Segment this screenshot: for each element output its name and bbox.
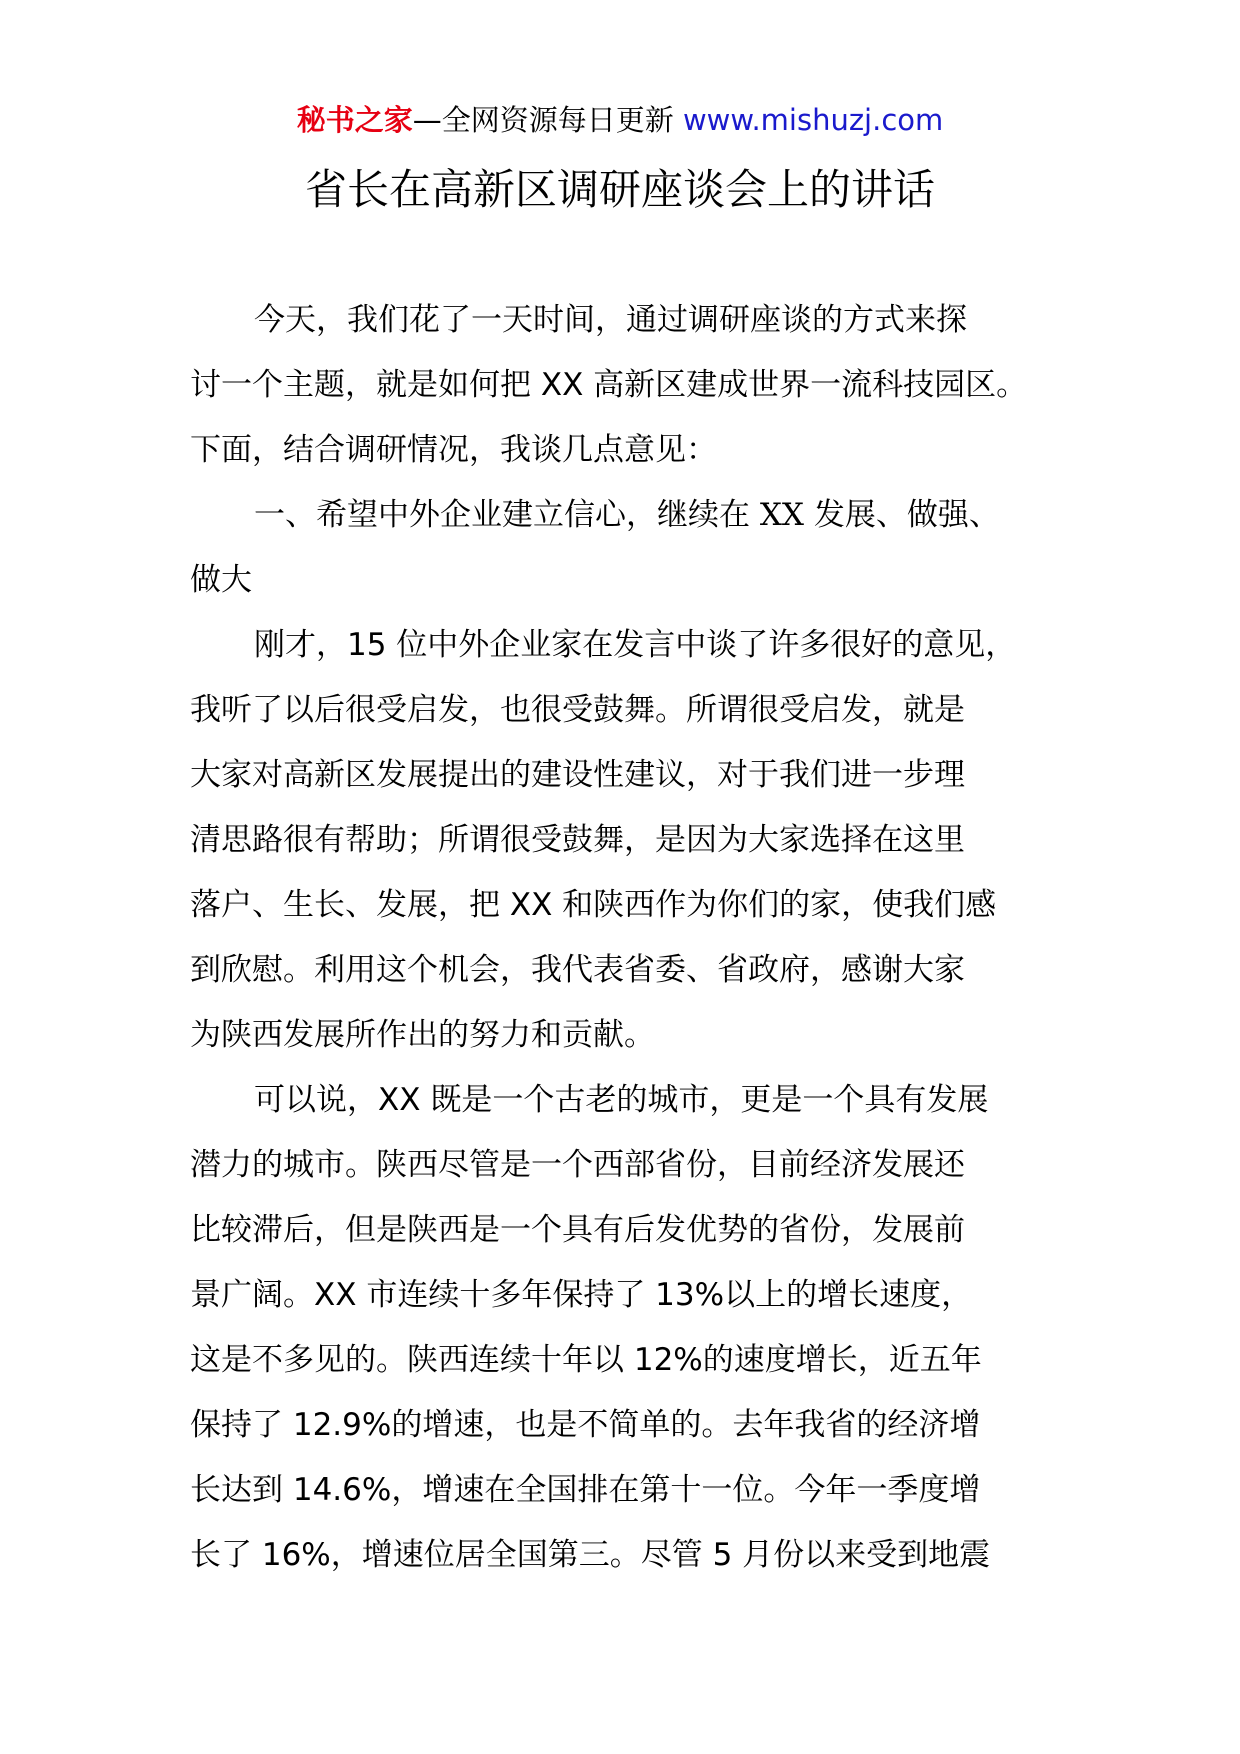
paragraph-line: 大家对高新区发展提出的建设性建议，对于我们进一步理 [190,757,965,793]
paragraph-line: 到欣慰。利用这个机会，我代表省委、省政府，感谢大家 [190,952,965,988]
speech-body [190,288,1080,1588]
paragraph-line: 清思路很有帮助；所谓很受鼓舞，是因为大家选择在这里 [190,822,965,858]
paragraph-line: 我听了以后很受启发，也很受鼓舞。所谓很受启发，就是 [190,692,965,728]
paragraph-line: 为陕西发展所作出的努力和贡献。 [190,1017,655,1053]
paragraph-line: 下面，结合调研情况，我谈几点意见： [190,432,717,468]
paragraph-line: 潜力的城市。陕西尽管是一个西部省份，目前经济发展还 [190,1147,965,1183]
paragraph-line: 长达到 14.6%，增速在全国排在第十一位。今年一季度增 [190,1472,981,1508]
document-title: 省长在高新区调研座谈会上的讲话 [304,165,935,214]
paragraph-line: 讨一个主题，就是如何把 XX 高新区建成世界一流科技园区。 [190,367,1028,403]
section-heading-line: 做大 [190,562,252,598]
brand-name: 秘书之家 [296,103,413,137]
section-heading-line: 一、希望中外企业建立信心，继续在 XX 发展、做强、 [254,497,1000,533]
paragraph-line: 落户、生长、发展，把 XX 和陕西作为你们的家，使我们感 [190,887,997,923]
site-header [0,100,1240,140]
site-url-link[interactable]: www.mishuzj.com [682,103,944,137]
paragraph-line: 长了 16%，增速位居全国第三。尽管 5 月份以来受到地震 [190,1537,991,1573]
header-tagline: —全网资源每日更新 [412,103,683,137]
paragraph-line: 景广阔。XX 市连续十多年保持了 13%以上的增长速度， [190,1277,973,1313]
paragraph-line: 保持了 12.9%的增速，也是不简单的。去年我省的经济增 [190,1407,981,1443]
paragraph-line: 比较滞后，但是陕西是一个具有后发优势的省份，发展前 [190,1212,965,1248]
paragraph-line: 刚才，15 位中外企业家在发言中谈了许多很好的意见， [254,627,1017,663]
paragraph-line: 这是不多见的。陕西连续十年以 12%的速度增长，近五年 [190,1342,982,1378]
paragraph-line: 可以说，XX 既是一个古老的城市，更是一个具有发展 [254,1082,989,1118]
paragraph-line: 今天，我们花了一天时间，通过调研座谈的方式来探 [254,302,967,338]
